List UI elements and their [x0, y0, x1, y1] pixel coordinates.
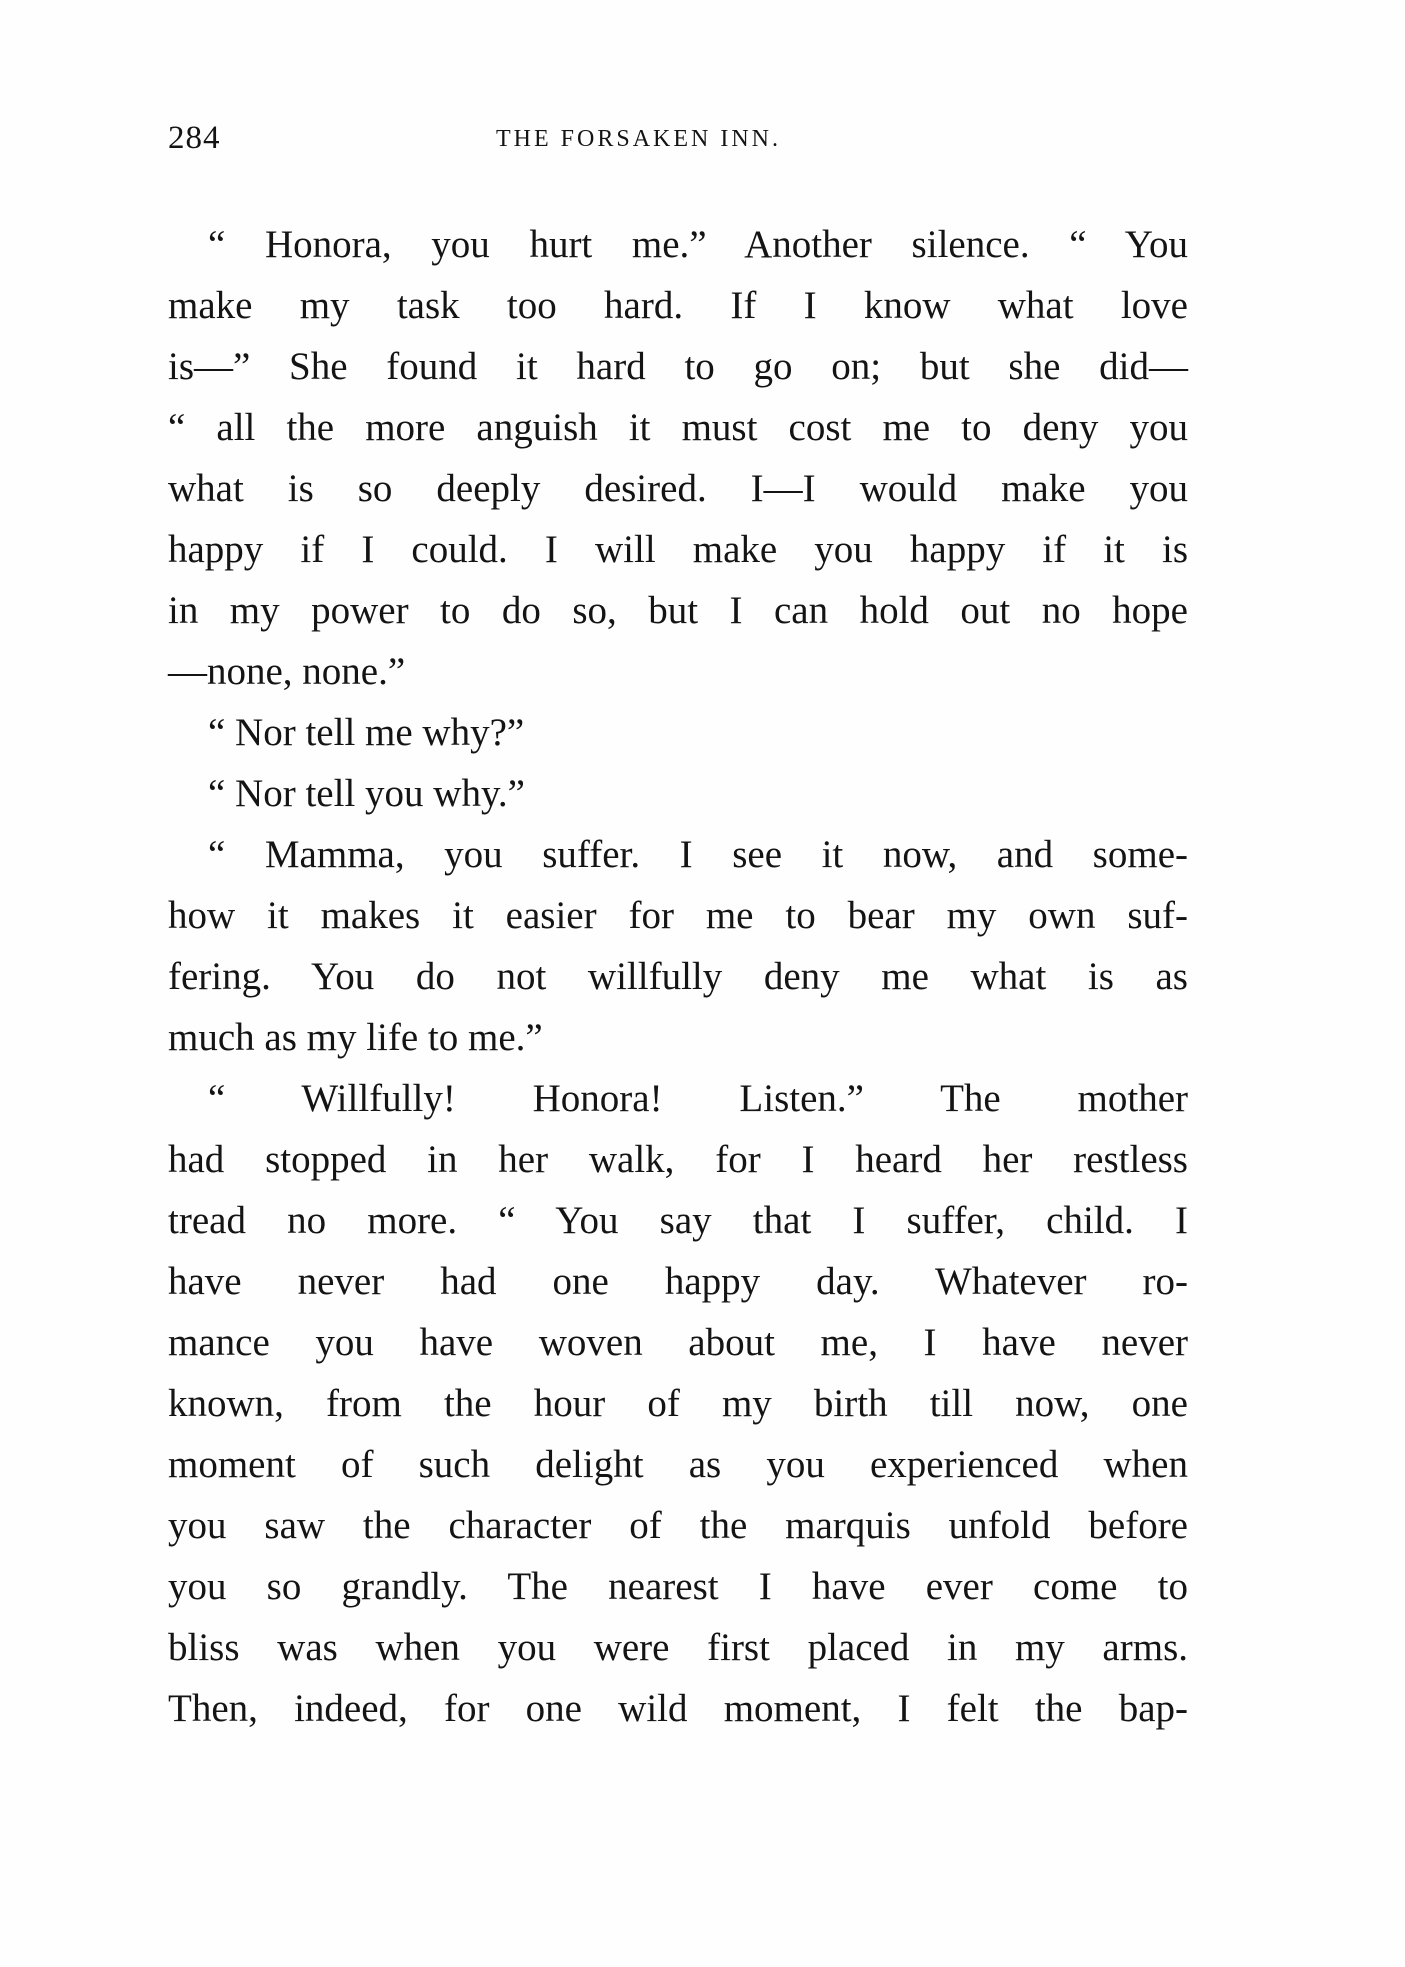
text-line: “ Honora, you hurt me.” Another silence. “ You	[208, 223, 1188, 266]
body-text	[168, 214, 1188, 1739]
text-line: “ Mamma, you suffer. I see it now, and some-	[208, 833, 1188, 876]
text-line: bliss was when you were first placed in my arms.	[168, 1626, 1188, 1669]
text-line: “ Nor tell me why?”	[208, 711, 525, 754]
text-line: is—” She found it hard to go on; but she did—	[168, 345, 1188, 388]
text-line: Then, indeed, for one wild moment, I felt the bap-	[168, 1687, 1188, 1730]
text-line: “ Nor tell you why.”	[208, 772, 525, 815]
text-line: —none, none.”	[168, 650, 406, 693]
text-line: tread no more. “ You say that I suffer, child. I	[168, 1199, 1188, 1242]
text-line: “ Willfully! Honora! Listen.” The mother	[208, 1077, 1188, 1120]
text-line: had stopped in her walk, for I heard her restless	[168, 1138, 1188, 1181]
text-line: moment of such delight as you experienced when	[168, 1443, 1188, 1486]
text-line: what is so deeply desired. I—I would make you	[168, 467, 1188, 510]
text-line: you so grandly. The nearest I have ever come to	[168, 1565, 1188, 1608]
text-line: make my task too hard. If I know what love	[168, 284, 1188, 327]
text-line: have never had one happy day. Whatever ro-	[168, 1260, 1188, 1303]
page-number: 284	[168, 120, 221, 156]
text-line: mance you have woven about me, I have never	[168, 1321, 1188, 1364]
page-header	[168, 120, 1188, 170]
running-title: THE FORSAKEN INN.	[496, 126, 781, 152]
text-line: known, from the hour of my birth till now, one	[168, 1382, 1188, 1425]
text-line: much as my life to me.”	[168, 1016, 543, 1059]
text-line: fering. You do not willfully deny me what is as	[168, 955, 1188, 998]
text-line: “ all the more anguish it must cost me to deny you	[168, 406, 1188, 449]
text-line: in my power to do so, but I can hold out no hope	[168, 589, 1188, 632]
text-line: happy if I could. I will make you happy if it is	[168, 528, 1188, 571]
text-line: how it makes it easier for me to bear my own suf-	[168, 894, 1188, 937]
text-line: you saw the character of the marquis unfold before	[168, 1504, 1188, 1547]
